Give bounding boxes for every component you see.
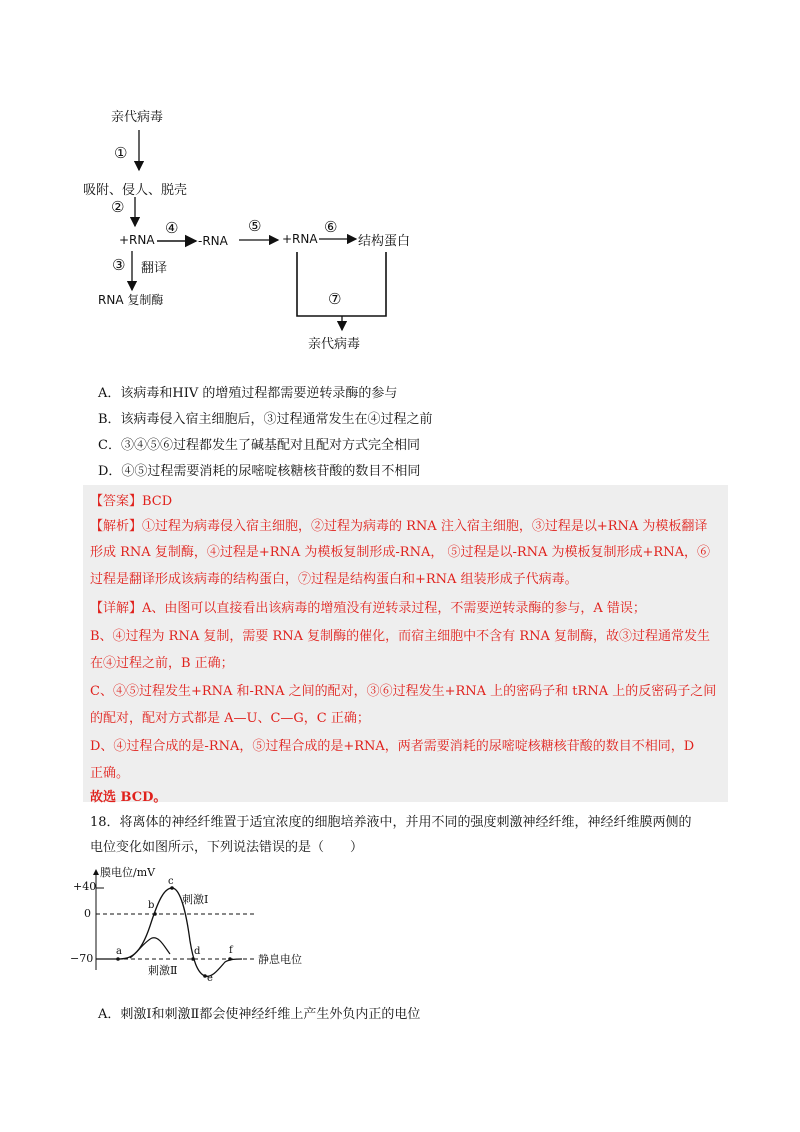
q18-stem-line-2: 电位变化如图所示，下列说法错误的是（ ）: [90, 840, 364, 855]
detail-line-7: 正确。: [90, 766, 130, 781]
step-2-label: ②: [111, 198, 125, 216]
rna-replicase-label: RNA 复制酶: [98, 293, 164, 307]
detail-line-3: 在④过程之前，B 正确；: [90, 656, 234, 671]
ytick-minus-70: −70: [70, 952, 94, 965]
adsorb-label: 吸附、侵人、脱壳: [83, 183, 188, 198]
step-3-label: ③: [112, 256, 126, 274]
stimulus-1-label: 刺激Ⅰ: [182, 893, 209, 906]
minus-rna-label: -RNA: [198, 234, 228, 248]
y-axis-label: 膜电位/mV: [100, 866, 156, 879]
point-c-label: c: [168, 876, 174, 887]
detail-line-6: D、④过程合成的是-RNA，⑤过程合成的是+RNA，两者需要消耗的尿嘧啶核糖核苷酸的数目不相同，D: [90, 739, 695, 754]
potential-plot: [60, 866, 320, 986]
translate-label: 翻译: [141, 261, 168, 276]
detail-line-4: C、④⑤过程发生+RNA 和-RNA 之间的配对，③⑥过程发生+RNA 上的密码子和 tRNA 上的反密码子之间: [90, 684, 717, 699]
detail-line-1: 【详解】A、由图可以直接看出该病毒的增殖没有逆转录过程，不需要逆转录酶的参与，A 错误；: [90, 601, 646, 616]
answer-line: 【答案】BCD: [90, 494, 173, 509]
parent-virus-top-label: 亲代病毒: [111, 110, 164, 125]
plus-rna-2-label: +RNA: [282, 232, 318, 246]
resting-potential-label: 静息电位: [258, 953, 302, 966]
plus-rna-1-label: +RNA: [119, 233, 155, 247]
point-e-label: e: [207, 973, 213, 984]
structural-protein-label: 结构蛋白: [358, 234, 411, 249]
detail-line-8: 故选 BCD。: [90, 790, 167, 805]
point-d-dot: [191, 957, 195, 961]
analysis-line-1: 【解析】①过程为病毒侵入宿主细胞，②过程为病毒的 RNA 注入宿主细胞，③过程是以+RNA 为模板翻译: [90, 519, 708, 534]
point-b-dot: [153, 912, 157, 916]
q18-option-a: A．刺激Ⅰ和刺激Ⅱ都会使神经纤维上产生外负内正的电位: [98, 1007, 421, 1022]
point-a-label: a: [116, 946, 122, 957]
stimulus-2-label: 刺激Ⅱ: [148, 964, 178, 977]
step-4-label: ④: [165, 219, 179, 237]
parent-virus-bottom-label: 亲代病毒: [308, 337, 361, 352]
point-f-label: f: [229, 945, 233, 956]
detail-line-5: 的配对，配对方式都是 A—U、C—G，C 正确；: [90, 711, 370, 726]
analysis-line-2: 形成 RNA 复制酶，④过程是+RNA 为模板复制形成-RNA， ⑤过程是以-RNA 为模板复制形成+RNA，⑥: [90, 545, 710, 560]
point-d-label: d: [194, 946, 201, 957]
step-7-label: ⑦: [328, 290, 342, 308]
q17-option-a: A．该病毒和HIV 的增殖过程都需要逆转录酶的参与: [98, 386, 398, 401]
ytick-0: 0: [84, 907, 91, 920]
q17-option-d: D．④⑤过程需要消耗的尿嘧啶核糖核苷酸的数目不相同: [98, 464, 421, 479]
ytick-plus-40: +40: [73, 880, 97, 893]
point-a-dot: [116, 957, 120, 961]
step-1-label: ①: [114, 144, 128, 162]
q17-option-c: C．③④⑤⑥过程都发生了碱基配对且配对方式完全相同: [98, 438, 420, 453]
stimulus-2-curve: [130, 938, 170, 958]
analysis-line-3: 过程是翻译形成该病毒的结构蛋白，⑦过程是结构蛋白和+RNA 组装形成子代病毒。: [90, 572, 578, 587]
point-b-label: b: [148, 900, 155, 911]
q18-stem-line-1: 18．将离体的神经纤维置于适宜浓度的细胞培养液中，并用不同的强度刺激神经纤维，神经纤维膜两侧的: [90, 815, 692, 830]
step-5-label: ⑤: [248, 217, 262, 235]
q17-option-b: B．该病毒侵入宿主细胞后，③过程通常发生在④过程之前: [98, 412, 433, 427]
detail-line-2: B、④过程为 RNA 复制，需要 RNA 复制酶的催化，而宿主细胞中不含有 RNA 复制酶，故③过程通常发生: [90, 629, 711, 644]
step-6-label: ⑥: [324, 218, 338, 236]
point-f-dot: [228, 957, 232, 961]
